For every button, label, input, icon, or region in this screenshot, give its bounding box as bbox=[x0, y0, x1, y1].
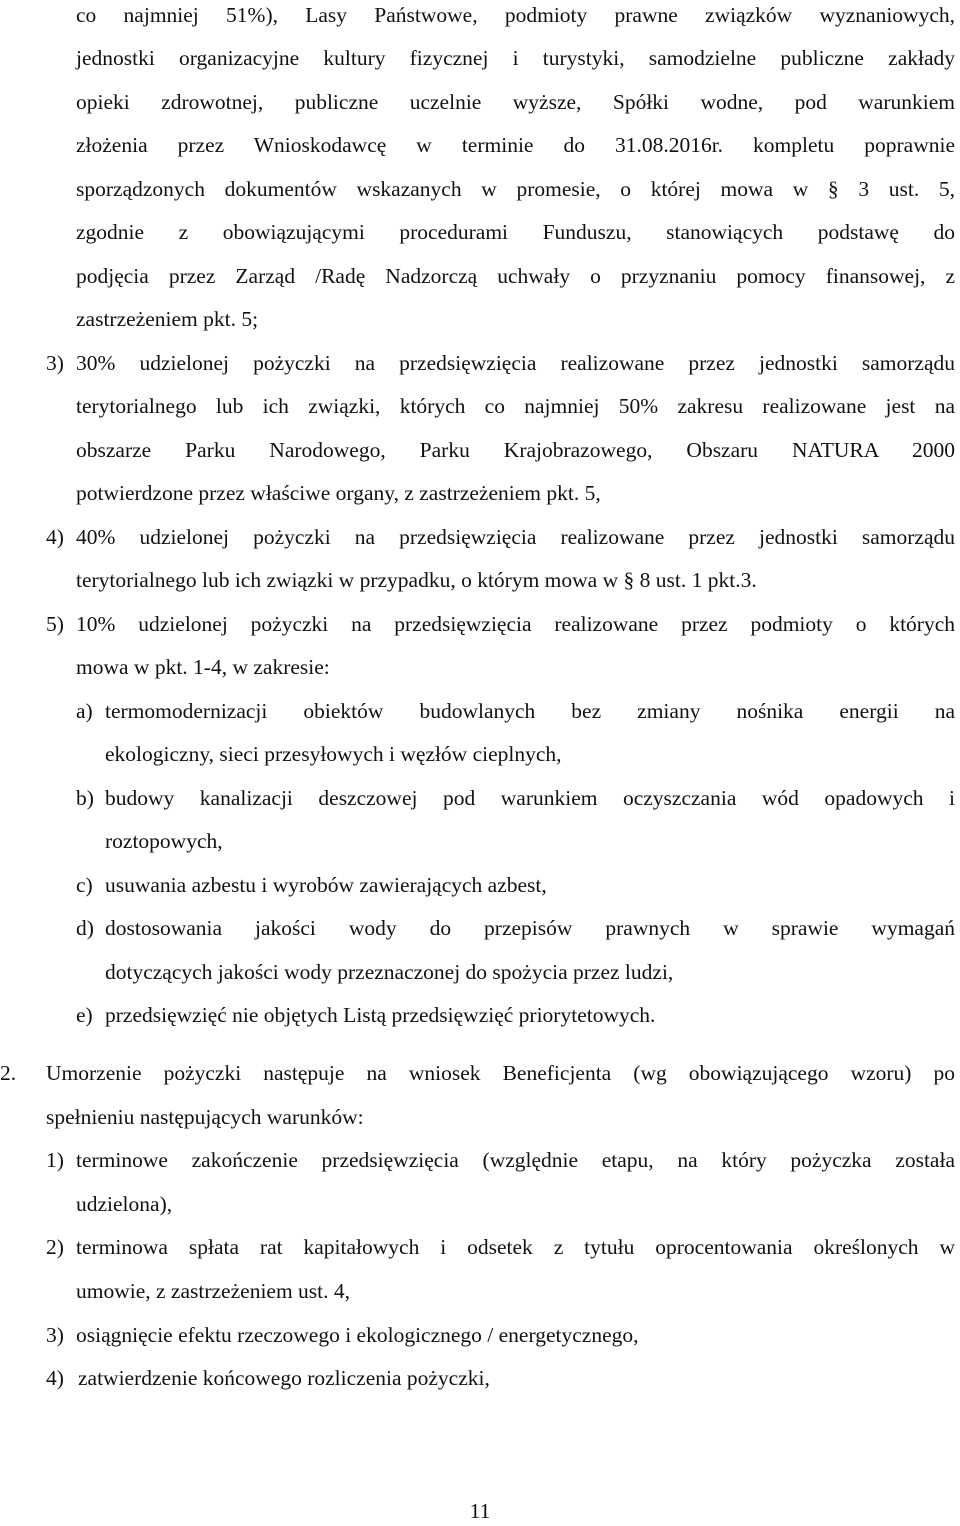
section-line: spełnieniu następujących warunków: bbox=[46, 1105, 364, 1129]
condition-label: 1) bbox=[46, 1148, 64, 1172]
sub-item-line: ekologiczny, sieci przesyłowych i węzłów cieplnych, bbox=[105, 742, 562, 766]
condition-label: 2) bbox=[46, 1235, 64, 1259]
sub-item-line: dostosowania jakości wody do przepisów prawnych w sprawie wymagań bbox=[105, 916, 955, 940]
list-item-line: obszarze Parku Narodowego, Parku Krajobrazowego, Obszaru NATURA 2000 bbox=[76, 438, 955, 462]
list-item-line: terytorialnego lub ich związki, których co najmniej 50% zakresu realizowane jest na bbox=[76, 394, 955, 418]
sub-item-line: roztopowych, bbox=[105, 829, 223, 853]
paragraph-line: podjęcia przez Zarząd /Radę Nadzorczą uchwały o przyznaniu pomocy finansowej, z bbox=[76, 264, 955, 288]
section-number: 2. bbox=[0, 1061, 17, 1085]
condition-label: 3) bbox=[46, 1323, 64, 1347]
condition-line: udzielona), bbox=[76, 1192, 173, 1216]
list-item-line: terytorialnego lub ich związki w przypadku, o którym mowa w § 8 ust. 1 pkt.3. bbox=[76, 568, 757, 592]
paragraph-line: jednostki organizacyjne kultury fizycznej i turystyki, samodzielne publiczne zakłady bbox=[76, 46, 955, 70]
list-item-line: 40% udzielonej pożyczki na przedsięwzięcia realizowane przez jednostki samorządu bbox=[76, 525, 955, 549]
condition-label: 4) bbox=[46, 1366, 64, 1390]
sub-item-line: termomodernizacji obiektów budowlanych bez zmiany nośnika energii na bbox=[105, 699, 955, 723]
sub-item-label: d) bbox=[76, 916, 94, 940]
page-number: 11 bbox=[469, 1499, 491, 1523]
list-item-line: potwierdzone przez właściwe organy, z zastrzeżeniem pkt. 5, bbox=[76, 481, 601, 505]
condition-line: terminowa spłata rat kapitałowych i odsetek z tytułu oprocentowania określonych w bbox=[76, 1235, 955, 1259]
condition-line: osiągnięcie efektu rzeczowego i ekologicznego / energetycznego, bbox=[76, 1323, 639, 1347]
paragraph-line: co najmniej 51%), Lasy Państwowe, podmioty prawne związków wyznaniowych, bbox=[76, 3, 955, 27]
sub-item-label: c) bbox=[76, 873, 93, 897]
paragraph-line: złożenia przez Wnioskodawcę w terminie do 31.08.2016r. kompletu poprawnie bbox=[76, 133, 955, 157]
sub-item-label: a) bbox=[76, 699, 93, 723]
section-line: Umorzenie pożyczki następuje na wniosek Beneficjenta (wg obowiązującego wzoru) po bbox=[46, 1061, 955, 1085]
list-item-label: 5) bbox=[46, 612, 64, 636]
paragraph-line: sporządzonych dokumentów wskazanych w promesie, o której mowa w § 3 ust. 5, bbox=[76, 177, 955, 201]
condition-line: umowie, z zastrzeżeniem ust. 4, bbox=[76, 1279, 351, 1303]
sub-item-label: e) bbox=[76, 1003, 93, 1027]
list-item-line: 30% udzielonej pożyczki na przedsięwzięcia realizowane przez jednostki samorządu bbox=[76, 351, 955, 375]
sub-item-line: dotyczących jakości wody przeznaczonej do spożycia przez ludzi, bbox=[105, 960, 674, 984]
sub-item-line: usuwania azbestu i wyrobów zawierających azbest, bbox=[105, 873, 547, 897]
list-item-line: 10% udzielonej pożyczki na przedsięwzięcia realizowane przez podmioty o których bbox=[76, 612, 955, 636]
sub-item-line: budowy kanalizacji deszczowej pod warunkiem oczyszczania wód opadowych i bbox=[105, 786, 955, 810]
list-item-line: mowa w pkt. 1-4, w zakresie: bbox=[76, 655, 330, 679]
condition-line: zatwierdzenie końcowego rozliczenia pożyczki, bbox=[78, 1366, 490, 1390]
list-item-label: 3) bbox=[46, 351, 64, 375]
paragraph-line: zastrzeżeniem pkt. 5; bbox=[76, 307, 259, 331]
paragraph-line: opieki zdrowotnej, publiczne uczelnie wyższe, Spółki wodne, pod warunkiem bbox=[76, 90, 955, 114]
list-item-label: 4) bbox=[46, 525, 64, 549]
sub-item-label: b) bbox=[76, 786, 94, 810]
condition-line: terminowe zakończenie przedsięwzięcia (względnie etapu, na który pożyczka została bbox=[76, 1148, 955, 1172]
paragraph-line: zgodnie z obowiązującymi procedurami Funduszu, stanowiących podstawę do bbox=[76, 220, 955, 244]
sub-item-line: przedsięwzięć nie objętych Listą przedsięwzięć priorytetowych. bbox=[105, 1003, 656, 1027]
